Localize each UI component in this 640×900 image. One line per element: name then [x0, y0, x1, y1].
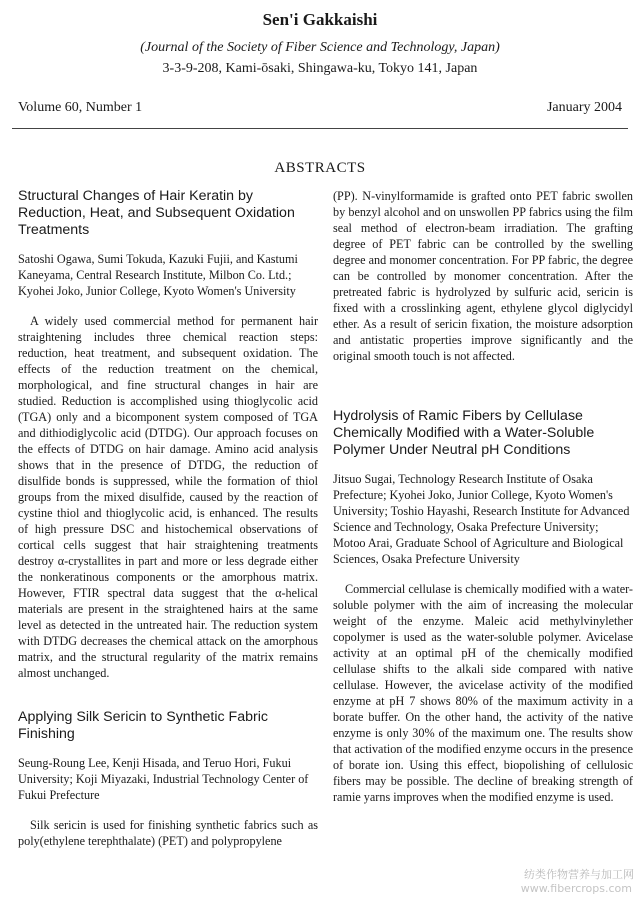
- article-2-abstract-start: Silk sericin is used for finishing synthetic fabrics such as poly(ethylene terephthalate) (PET) and polypropylene: [18, 818, 318, 848]
- article-2-title: Applying Silk Sericin to Synthetic Fabric Finishing: [18, 709, 268, 742]
- article-1: [18, 188, 318, 681]
- article-2-abstract-cont: (PP). N-vinylformamide is grafted onto PET fabric swollen by benzyl alcohol and on unswollen PP fabrics using the film seal method of electron-beam irradiation. The grafting degree of PET fabric can be controlled by the swelling degree and monomer concentration. For PP fabric, the degree can be controlled by monomer concentration. After the pretreated fabric is hydrolyzed by sulfuric acid, sericin is fixed with a crosslinking agent, ethylene glycol diglycidyl ether. As a result of sericin fixation, the moisture adsorption and antistatic properties improve significantly and the original smooth touch is not affected.: [333, 189, 633, 363]
- right-column: [333, 188, 633, 805]
- watermark-chinese: 纺类作物营养与加工网: [524, 868, 634, 881]
- article-3-abstract: Commercial cellulase is chemically modified with a water-soluble polymer with the aim of increasing the molecular weight of the enzyme. Maleic acid methylvinylether copolymer is used as the water-soluble polymer. Avicelase activity at an optimal pH of the chemically modified cellulase shifts to the alkali side compared with native cellulase. However, the avicelase activity of the modified enzyme at pH 7 shows 80% of the maximum activity in a borate buffer. On the other hand, the activity of the native enzyme is only 30% of the maximum one. The results show that activation of the modified enzyme occurs in the presence of borate ion. Using this effect, biopolishing of cellulosic fibers may be possible. The decline of breaking strength of ramie yarns improves when the modified enzyme is used.: [333, 582, 633, 804]
- issue-volume: Volume 60, Number 1: [18, 100, 143, 115]
- article-1-abstract: A widely used commercial method for permanent hair straightening includes three chemical reaction steps: reduction, heat treatment, and subsequent oxidation. The effects of the reduction treatment on the chemical, morphological, and fine structural changes in hair are studied. Reduction is accomplished using thioglycolic acid (TGA) only and a bicomponent system composed of TGA and dithiodiglycolic acid (DTDG). Our approach focuses on the effects of DTDG on hair damage. Amino acid analysis shows that in the presence of DTDG, the reduction of disulfide bonds is suppressed, while the formation of thiol groups from the mixed disulfide, caused by the reaction of cystine thiol and thioglycolic acid, is enhanced. The results of high pressure DSC and histochemical observations of cortical cells suggest that hair straightening treatments destroy α-crystallites in part and more or less degrade either the nonkeratinous components or the amorphous matrix. However, FTIR spectral data suggest that the α-helical materials are present in the straightened hairs at the same level as detected in the untreated hair. The reduction system with DTDG decreases the chemical attack on the amorphous matrix, and the structural regularity of the matrix remains almost unchanged.: [18, 314, 318, 680]
- article-gap: [18, 681, 318, 709]
- article-2: [18, 709, 318, 849]
- article-3-title: Hydrolysis of Ramic Fibers by Cellulase Chemically Modified with a Water-Soluble Polymer Under Neutral pH Conditions: [333, 408, 595, 458]
- left-column: [18, 188, 318, 849]
- journal-subtitle: (Journal of the Society of Fiber Science and Technology, Japan): [140, 40, 500, 55]
- article-3-authors: Jitsuo Sugai, Technology Research Institute of Osaka Prefecture; Kyohei Joko, Junior College, Kyoto Women's University; Toshio Hayashi, Research Institute for Advanced Science and Technology, Osaka Prefecture University; Motoo Arai, Graduate School of Agriculture and Biological Sciences, Osaka Prefecture University: [333, 472, 630, 566]
- header-divider: [12, 128, 628, 129]
- article-1-authors: Satoshi Ogawa, Sumi Tokuda, Kazuki Fujii, and Kastumi Kaneyama, Central Research Institute, Milbon Co. Ltd.; Kyohei Joko, Junior College, Kyoto Women's University: [18, 252, 298, 298]
- journal-address: 3-3-9-208, Kami-ōsaki, Shingawa-ku, Tokyo 141, Japan: [162, 61, 478, 76]
- journal-title: Sen'i Gakkaishi: [262, 10, 378, 29]
- watermark-url: www.fibercrops.com: [520, 882, 632, 895]
- section-heading: ABSTRACTS: [274, 160, 366, 176]
- issue-date: January 2004: [546, 100, 622, 115]
- article-3: [333, 408, 633, 805]
- article-gap: [333, 364, 633, 408]
- article-2-authors: Seung-Roung Lee, Kenji Hisada, and Teruo Hori, Fukui University; Koji Miyazaki, Industrial Technology Center of Fukui Prefecture: [18, 756, 309, 802]
- article-1-title: Structural Changes of Hair Keratin by Reduction, Heat, and Subsequent Oxidation Treatments: [18, 188, 295, 238]
